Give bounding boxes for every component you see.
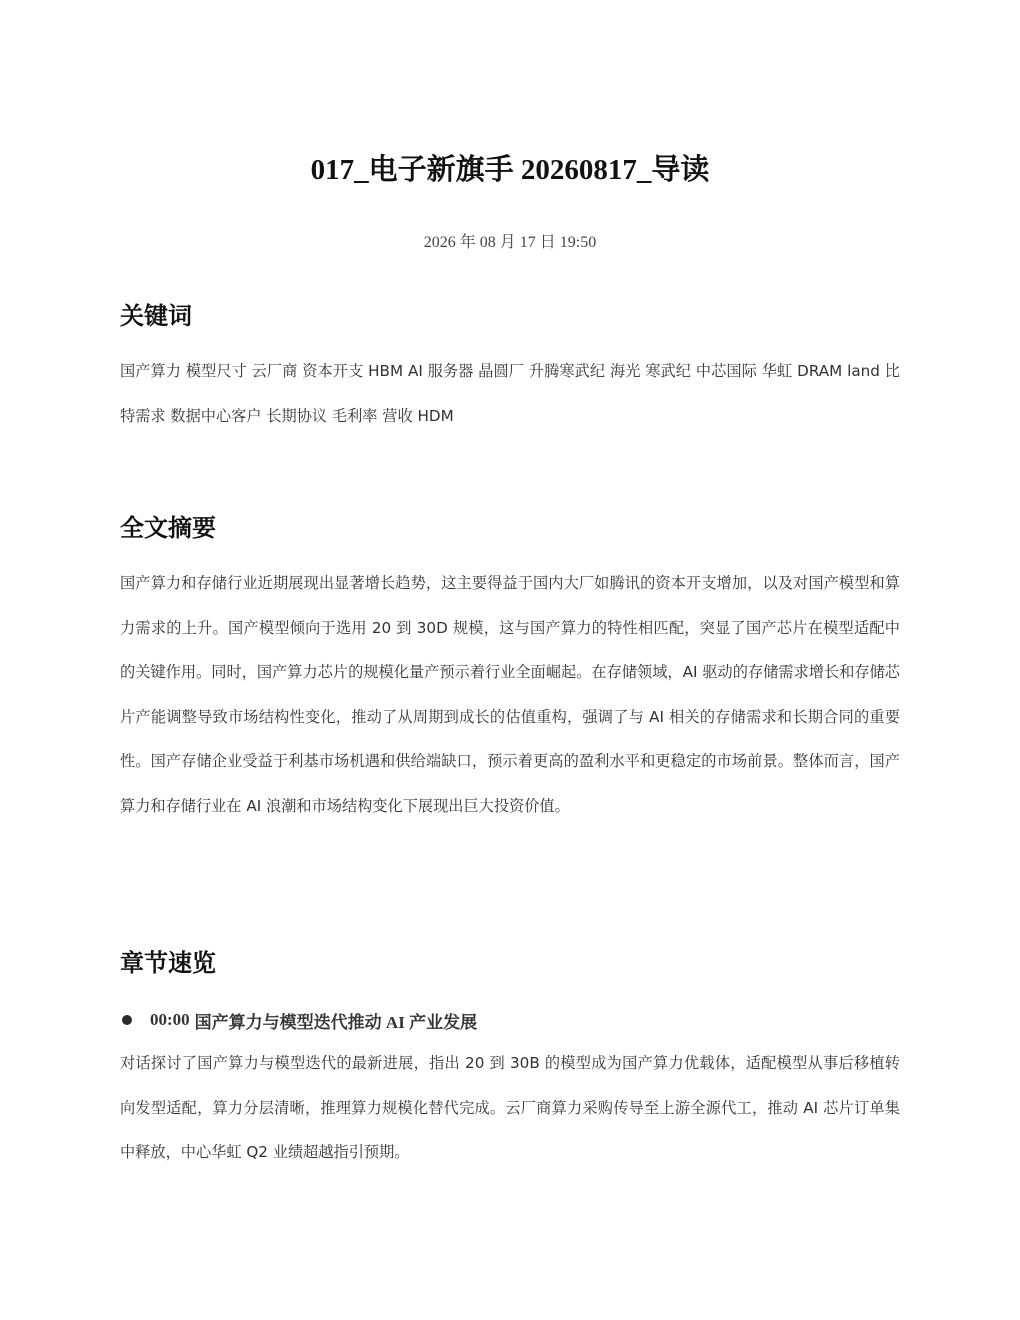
chapter-title: 国产算力与模型迭代推动 AI 产业发展	[194, 1012, 478, 1032]
chapter-description: 对话探讨了国产算力与模型迭代的最新进展，指出 20 到 30B 的模型成为国产算力优载体，适配模型从事后移植转向发型适配，算力分层清晰，推理算力规模化替代完成。云厂商算力采购传导至上游全源代工，推动 AI 芯片订单集中释放，中心华虹 Q2 业绩超越指引预期。	[120, 1054, 900, 1161]
keywords-text: 国产算力 模型尺寸 云厂商 资本开支 HBM AI 服务器 晶圆厂 升腾寒武纪 海光 寒武纪 中芯国际 华虹 DRAM land 比特需求 数据中心客户 长期协议 毛利率 营收 HDM	[120, 362, 900, 425]
chapter-item	[120, 1006, 900, 1034]
bullet-icon	[122, 1015, 132, 1025]
document-title: 017_电子新旗手 20260817_导读	[310, 154, 710, 186]
summary-text: 国产算力和存储行业近期展现出显著增长趋势，这主要得益于国内大厂如腾讯的资本开支增加，以及对国产模型和算力需求的上升。国产模型倾向于选用 20 到 30D 规模，这与国产算力的特性相匹配，突显了国产芯片在模型适配中的关键作用。同时，国产算力芯片的规模化量产预示着行业全面崛起。在存储领域，AI 驱动的存储需求增长和存储芯片产能调整导致市场结构性变化，推动了从周期到成长的估值重构，强调了与 AI 相关的存储需求和长期合同的重要性。国产存储企业受益于利基市场机遇和供给端缺口，预示着更高的盈利水平和更稳定的市场前景。整体而言，国产算力和存储行业在 AI 浪潮和市场结构变化下展现出巨大投资价值。	[120, 574, 900, 815]
document-date: 2026 年 08 月 17 日 19:50	[423, 234, 597, 251]
chapters-heading: 章节速览	[120, 949, 216, 977]
summary-heading: 全文摘要	[120, 514, 216, 542]
keywords-heading: 关键词	[120, 302, 192, 330]
chapter-timestamp: 00:00	[150, 1010, 190, 1029]
